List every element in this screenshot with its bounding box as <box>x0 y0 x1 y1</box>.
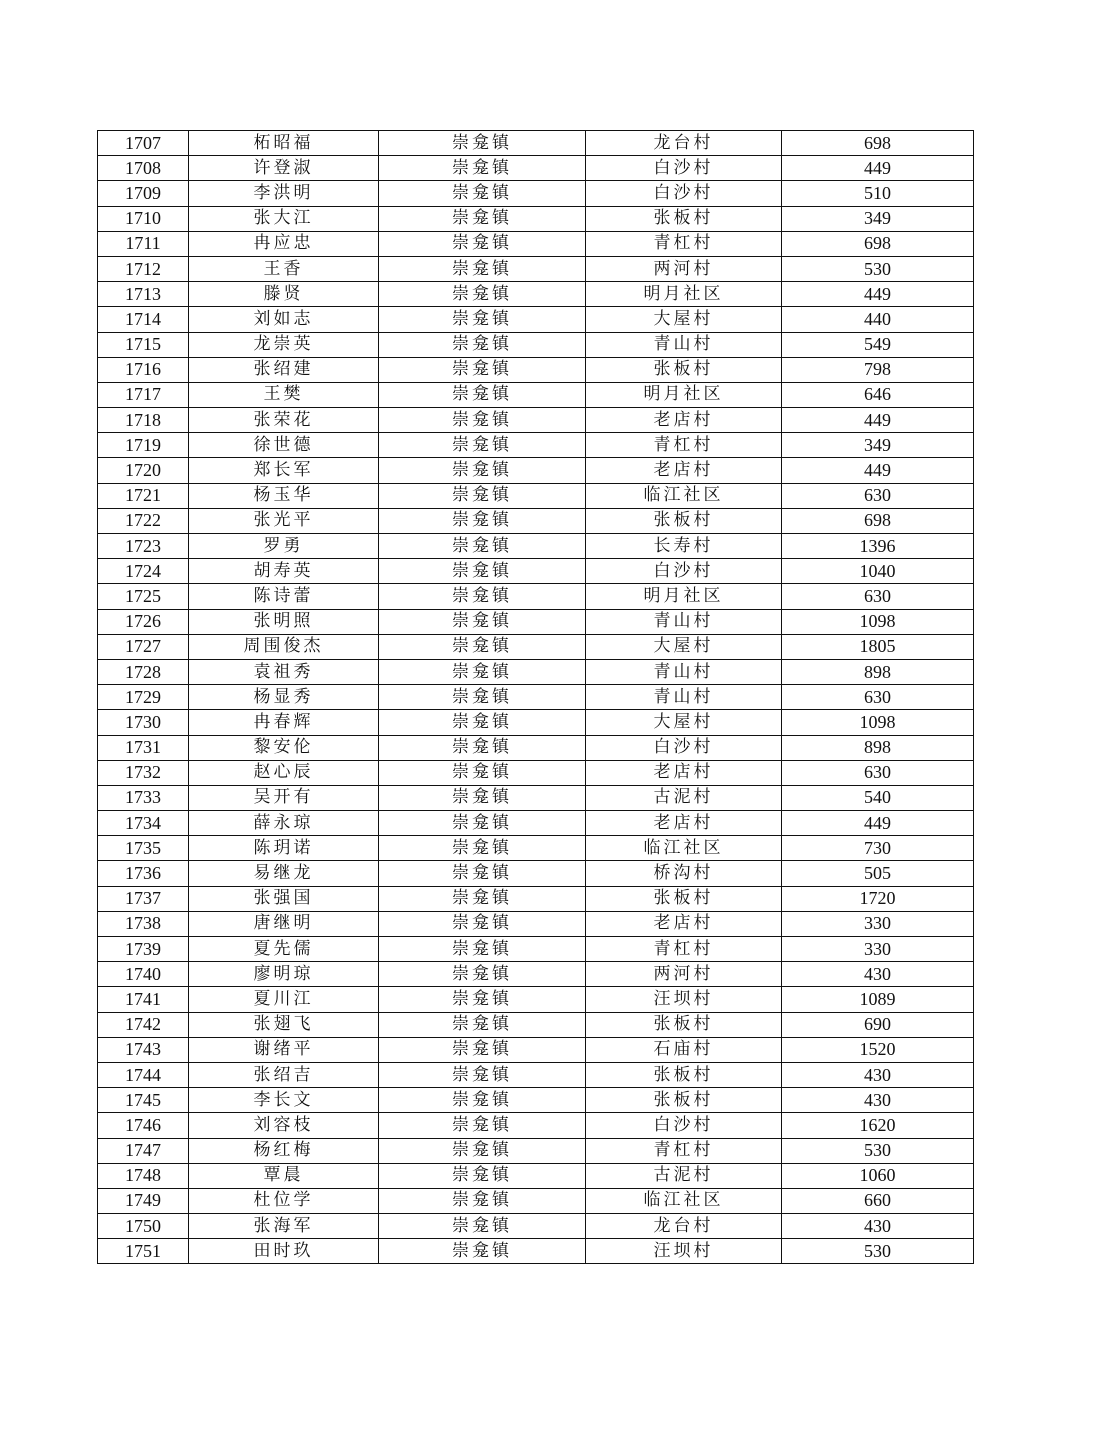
table-row <box>98 836 974 861</box>
amount-cell: 430 <box>782 1088 974 1113</box>
town-name-cell: 崇龛镇 <box>379 962 586 987</box>
table-row <box>98 962 974 987</box>
person-name-cell: 周围俊杰 <box>189 634 379 659</box>
amount-cell: 730 <box>782 836 974 861</box>
town-name-cell: 崇龛镇 <box>379 307 586 332</box>
table-row <box>98 1113 974 1138</box>
village-name-cell: 张板村 <box>586 1088 782 1113</box>
town-name-cell: 崇龛镇 <box>379 357 586 382</box>
village-name-cell: 临江社区 <box>586 1188 782 1213</box>
row-number-cell: 1708 <box>98 156 189 181</box>
amount-cell: 349 <box>782 206 974 231</box>
amount-cell: 1520 <box>782 1037 974 1062</box>
amount-cell: 440 <box>782 307 974 332</box>
amount-cell: 630 <box>782 483 974 508</box>
table-row <box>98 911 974 936</box>
village-name-cell: 明月社区 <box>586 382 782 407</box>
person-name-cell: 杜位学 <box>189 1188 379 1213</box>
town-name-cell: 崇龛镇 <box>379 1012 586 1037</box>
village-name-cell: 张板村 <box>586 1012 782 1037</box>
village-name-cell: 张板村 <box>586 886 782 911</box>
town-name-cell: 崇龛镇 <box>379 282 586 307</box>
person-name-cell: 夏川江 <box>189 987 379 1012</box>
village-name-cell: 老店村 <box>586 911 782 936</box>
person-name-cell: 田时玖 <box>189 1239 379 1264</box>
table-row <box>98 785 974 810</box>
row-number-cell: 1715 <box>98 332 189 357</box>
amount-cell: 698 <box>782 131 974 156</box>
table-row <box>98 559 974 584</box>
amount-cell: 449 <box>782 811 974 836</box>
person-name-cell: 陈诗蕾 <box>189 584 379 609</box>
amount-cell: 349 <box>782 433 974 458</box>
table-row <box>98 256 974 281</box>
village-name-cell: 白沙村 <box>586 156 782 181</box>
person-name-cell: 张大江 <box>189 206 379 231</box>
amount-cell: 698 <box>782 508 974 533</box>
person-name-cell: 罗勇 <box>189 534 379 559</box>
town-name-cell: 崇龛镇 <box>379 181 586 206</box>
table-row <box>98 1163 974 1188</box>
town-name-cell: 崇龛镇 <box>379 685 586 710</box>
town-name-cell: 崇龛镇 <box>379 987 586 1012</box>
amount-cell: 630 <box>782 760 974 785</box>
row-number-cell: 1709 <box>98 181 189 206</box>
village-name-cell: 两河村 <box>586 962 782 987</box>
row-number-cell: 1744 <box>98 1062 189 1087</box>
amount-cell: 646 <box>782 382 974 407</box>
person-name-cell: 夏先儒 <box>189 937 379 962</box>
amount-cell: 505 <box>782 861 974 886</box>
village-name-cell: 老店村 <box>586 760 782 785</box>
amount-cell: 1098 <box>782 710 974 735</box>
amount-cell: 430 <box>782 1062 974 1087</box>
village-name-cell: 张板村 <box>586 357 782 382</box>
person-name-cell: 王香 <box>189 256 379 281</box>
person-name-cell: 郑长军 <box>189 458 379 483</box>
row-number-cell: 1747 <box>98 1138 189 1163</box>
person-name-cell: 冉应忠 <box>189 231 379 256</box>
row-number-cell: 1728 <box>98 659 189 684</box>
village-name-cell: 青山村 <box>586 685 782 710</box>
person-name-cell: 杨显秀 <box>189 685 379 710</box>
town-name-cell: 崇龛镇 <box>379 861 586 886</box>
village-name-cell: 青山村 <box>586 332 782 357</box>
person-name-cell: 谢绪平 <box>189 1037 379 1062</box>
person-name-cell: 徐世德 <box>189 433 379 458</box>
person-name-cell: 覃晨 <box>189 1163 379 1188</box>
town-name-cell: 崇龛镇 <box>379 760 586 785</box>
town-name-cell: 崇龛镇 <box>379 1214 586 1239</box>
village-name-cell: 大屋村 <box>586 634 782 659</box>
amount-cell: 530 <box>782 256 974 281</box>
amount-cell: 1620 <box>782 1113 974 1138</box>
amount-cell: 449 <box>782 458 974 483</box>
row-number-cell: 1748 <box>98 1163 189 1188</box>
village-name-cell: 老店村 <box>586 811 782 836</box>
amount-cell: 549 <box>782 332 974 357</box>
town-name-cell: 崇龛镇 <box>379 156 586 181</box>
amount-cell: 1098 <box>782 609 974 634</box>
table-row <box>98 710 974 735</box>
village-name-cell: 张板村 <box>586 1062 782 1087</box>
town-name-cell: 崇龛镇 <box>379 206 586 231</box>
town-name-cell: 崇龛镇 <box>379 1088 586 1113</box>
table-row <box>98 307 974 332</box>
table-row <box>98 1188 974 1213</box>
table-row <box>98 861 974 886</box>
person-name-cell: 薛永琼 <box>189 811 379 836</box>
town-name-cell: 崇龛镇 <box>379 634 586 659</box>
row-number-cell: 1732 <box>98 760 189 785</box>
amount-cell: 530 <box>782 1138 974 1163</box>
village-name-cell: 大屋村 <box>586 710 782 735</box>
amount-cell: 449 <box>782 156 974 181</box>
town-name-cell: 崇龛镇 <box>379 559 586 584</box>
table-row <box>98 685 974 710</box>
row-number-cell: 1735 <box>98 836 189 861</box>
row-number-cell: 1738 <box>98 911 189 936</box>
row-number-cell: 1731 <box>98 735 189 760</box>
town-name-cell: 崇龛镇 <box>379 1037 586 1062</box>
subsidy-list-table <box>97 130 974 1264</box>
town-name-cell: 崇龛镇 <box>379 1188 586 1213</box>
village-name-cell: 桥沟村 <box>586 861 782 886</box>
row-number-cell: 1710 <box>98 206 189 231</box>
row-number-cell: 1749 <box>98 1188 189 1213</box>
row-number-cell: 1743 <box>98 1037 189 1062</box>
town-name-cell: 崇龛镇 <box>379 332 586 357</box>
table-body <box>98 131 974 1264</box>
village-name-cell: 老店村 <box>586 408 782 433</box>
table-row <box>98 811 974 836</box>
person-name-cell: 刘如志 <box>189 307 379 332</box>
row-number-cell: 1729 <box>98 685 189 710</box>
row-number-cell: 1745 <box>98 1088 189 1113</box>
village-name-cell: 长寿村 <box>586 534 782 559</box>
table-row <box>98 181 974 206</box>
village-name-cell: 白沙村 <box>586 181 782 206</box>
table-row <box>98 634 974 659</box>
table-row <box>98 1012 974 1037</box>
person-name-cell: 杨玉华 <box>189 483 379 508</box>
amount-cell: 898 <box>782 659 974 684</box>
row-number-cell: 1742 <box>98 1012 189 1037</box>
amount-cell: 330 <box>782 937 974 962</box>
town-name-cell: 崇龛镇 <box>379 256 586 281</box>
person-name-cell: 胡寿英 <box>189 559 379 584</box>
town-name-cell: 崇龛镇 <box>379 811 586 836</box>
row-number-cell: 1723 <box>98 534 189 559</box>
person-name-cell: 张明照 <box>189 609 379 634</box>
town-name-cell: 崇龛镇 <box>379 458 586 483</box>
town-name-cell: 崇龛镇 <box>379 836 586 861</box>
person-name-cell: 张绍吉 <box>189 1062 379 1087</box>
village-name-cell: 汪坝村 <box>586 1239 782 1264</box>
row-number-cell: 1717 <box>98 382 189 407</box>
table-row <box>98 937 974 962</box>
table-row <box>98 609 974 634</box>
amount-cell: 630 <box>782 685 974 710</box>
town-name-cell: 崇龛镇 <box>379 433 586 458</box>
town-name-cell: 崇龛镇 <box>379 231 586 256</box>
town-name-cell: 崇龛镇 <box>379 911 586 936</box>
table-row <box>98 433 974 458</box>
village-name-cell: 石庙村 <box>586 1037 782 1062</box>
amount-cell: 1720 <box>782 886 974 911</box>
row-number-cell: 1719 <box>98 433 189 458</box>
person-name-cell: 刘容枝 <box>189 1113 379 1138</box>
row-number-cell: 1737 <box>98 886 189 911</box>
town-name-cell: 崇龛镇 <box>379 1138 586 1163</box>
village-name-cell: 青杠村 <box>586 231 782 256</box>
table-row <box>98 231 974 256</box>
table-row <box>98 987 974 1012</box>
amount-cell: 430 <box>782 962 974 987</box>
person-name-cell: 杨红梅 <box>189 1138 379 1163</box>
town-name-cell: 崇龛镇 <box>379 886 586 911</box>
village-name-cell: 临江社区 <box>586 836 782 861</box>
person-name-cell: 许登淑 <box>189 156 379 181</box>
table-row <box>98 1062 974 1087</box>
town-name-cell: 崇龛镇 <box>379 609 586 634</box>
person-name-cell: 廖明琼 <box>189 962 379 987</box>
table-row <box>98 508 974 533</box>
row-number-cell: 1718 <box>98 408 189 433</box>
village-name-cell: 龙台村 <box>586 1214 782 1239</box>
table-row <box>98 1214 974 1239</box>
person-name-cell: 王樊 <box>189 382 379 407</box>
row-number-cell: 1724 <box>98 559 189 584</box>
table-row <box>98 534 974 559</box>
person-name-cell: 李长文 <box>189 1088 379 1113</box>
town-name-cell: 崇龛镇 <box>379 382 586 407</box>
table-row <box>98 483 974 508</box>
row-number-cell: 1711 <box>98 231 189 256</box>
amount-cell: 630 <box>782 584 974 609</box>
person-name-cell: 黎安伦 <box>189 735 379 760</box>
person-name-cell: 张翅飞 <box>189 1012 379 1037</box>
table-row <box>98 357 974 382</box>
row-number-cell: 1716 <box>98 357 189 382</box>
town-name-cell: 崇龛镇 <box>379 534 586 559</box>
table-row <box>98 760 974 785</box>
person-name-cell: 唐继明 <box>189 911 379 936</box>
table-row <box>98 282 974 307</box>
row-number-cell: 1707 <box>98 131 189 156</box>
table-row <box>98 408 974 433</box>
person-name-cell: 李洪明 <box>189 181 379 206</box>
amount-cell: 798 <box>782 357 974 382</box>
row-number-cell: 1750 <box>98 1214 189 1239</box>
table-row <box>98 735 974 760</box>
town-name-cell: 崇龛镇 <box>379 1062 586 1087</box>
person-name-cell: 柘昭福 <box>189 131 379 156</box>
village-name-cell: 汪坝村 <box>586 987 782 1012</box>
row-number-cell: 1741 <box>98 987 189 1012</box>
town-name-cell: 崇龛镇 <box>379 659 586 684</box>
town-name-cell: 崇龛镇 <box>379 710 586 735</box>
town-name-cell: 崇龛镇 <box>379 483 586 508</box>
row-number-cell: 1730 <box>98 710 189 735</box>
town-name-cell: 崇龛镇 <box>379 1239 586 1264</box>
village-name-cell: 龙台村 <box>586 131 782 156</box>
table-row <box>98 382 974 407</box>
row-number-cell: 1721 <box>98 483 189 508</box>
village-name-cell: 古泥村 <box>586 785 782 810</box>
person-name-cell: 赵心辰 <box>189 760 379 785</box>
village-name-cell: 白沙村 <box>586 1113 782 1138</box>
row-number-cell: 1726 <box>98 609 189 634</box>
town-name-cell: 崇龛镇 <box>379 408 586 433</box>
amount-cell: 530 <box>782 1239 974 1264</box>
row-number-cell: 1751 <box>98 1239 189 1264</box>
town-name-cell: 崇龛镇 <box>379 584 586 609</box>
table-row <box>98 1239 974 1264</box>
village-name-cell: 青杠村 <box>586 937 782 962</box>
row-number-cell: 1714 <box>98 307 189 332</box>
table-row <box>98 206 974 231</box>
town-name-cell: 崇龛镇 <box>379 508 586 533</box>
table-row <box>98 1037 974 1062</box>
row-number-cell: 1720 <box>98 458 189 483</box>
row-number-cell: 1733 <box>98 785 189 810</box>
amount-cell: 540 <box>782 785 974 810</box>
town-name-cell: 崇龛镇 <box>379 937 586 962</box>
village-name-cell: 古泥村 <box>586 1163 782 1188</box>
amount-cell: 1396 <box>782 534 974 559</box>
amount-cell: 1060 <box>782 1163 974 1188</box>
table-row <box>98 458 974 483</box>
village-name-cell: 明月社区 <box>586 282 782 307</box>
amount-cell: 430 <box>782 1214 974 1239</box>
row-number-cell: 1740 <box>98 962 189 987</box>
person-name-cell: 陈玥诺 <box>189 836 379 861</box>
village-name-cell: 老店村 <box>586 458 782 483</box>
person-name-cell: 吴开有 <box>189 785 379 810</box>
table-row <box>98 156 974 181</box>
row-number-cell: 1712 <box>98 256 189 281</box>
amount-cell: 898 <box>782 735 974 760</box>
person-name-cell: 张海军 <box>189 1214 379 1239</box>
amount-cell: 330 <box>782 911 974 936</box>
person-name-cell: 张强国 <box>189 886 379 911</box>
row-number-cell: 1722 <box>98 508 189 533</box>
amount-cell: 1805 <box>782 634 974 659</box>
town-name-cell: 崇龛镇 <box>379 785 586 810</box>
town-name-cell: 崇龛镇 <box>379 1163 586 1188</box>
amount-cell: 690 <box>782 1012 974 1037</box>
table-row <box>98 584 974 609</box>
row-number-cell: 1725 <box>98 584 189 609</box>
village-name-cell: 明月社区 <box>586 584 782 609</box>
amount-cell: 1040 <box>782 559 974 584</box>
amount-cell: 510 <box>782 181 974 206</box>
town-name-cell: 崇龛镇 <box>379 131 586 156</box>
village-name-cell: 白沙村 <box>586 735 782 760</box>
row-number-cell: 1727 <box>98 634 189 659</box>
town-name-cell: 崇龛镇 <box>379 735 586 760</box>
table-row <box>98 1138 974 1163</box>
table-row <box>98 332 974 357</box>
village-name-cell: 白沙村 <box>586 559 782 584</box>
row-number-cell: 1736 <box>98 861 189 886</box>
village-name-cell: 青杠村 <box>586 1138 782 1163</box>
amount-cell: 1089 <box>782 987 974 1012</box>
person-name-cell: 冉春辉 <box>189 710 379 735</box>
row-number-cell: 1713 <box>98 282 189 307</box>
person-name-cell: 易继龙 <box>189 861 379 886</box>
table-row <box>98 659 974 684</box>
village-name-cell: 青山村 <box>586 659 782 684</box>
amount-cell: 698 <box>782 231 974 256</box>
person-name-cell: 袁祖秀 <box>189 659 379 684</box>
table-row <box>98 131 974 156</box>
village-name-cell: 张板村 <box>586 206 782 231</box>
table-row <box>98 886 974 911</box>
amount-cell: 449 <box>782 282 974 307</box>
person-name-cell: 张光平 <box>189 508 379 533</box>
row-number-cell: 1746 <box>98 1113 189 1138</box>
village-name-cell: 临江社区 <box>586 483 782 508</box>
village-name-cell: 青山村 <box>586 609 782 634</box>
village-name-cell: 两河村 <box>586 256 782 281</box>
row-number-cell: 1734 <box>98 811 189 836</box>
person-name-cell: 滕贤 <box>189 282 379 307</box>
person-name-cell: 张绍建 <box>189 357 379 382</box>
town-name-cell: 崇龛镇 <box>379 1113 586 1138</box>
amount-cell: 449 <box>782 408 974 433</box>
person-name-cell: 张荣花 <box>189 408 379 433</box>
row-number-cell: 1739 <box>98 937 189 962</box>
village-name-cell: 大屋村 <box>586 307 782 332</box>
village-name-cell: 青杠村 <box>586 433 782 458</box>
person-name-cell: 龙崇英 <box>189 332 379 357</box>
village-name-cell: 张板村 <box>586 508 782 533</box>
amount-cell: 660 <box>782 1188 974 1213</box>
table-row <box>98 1088 974 1113</box>
